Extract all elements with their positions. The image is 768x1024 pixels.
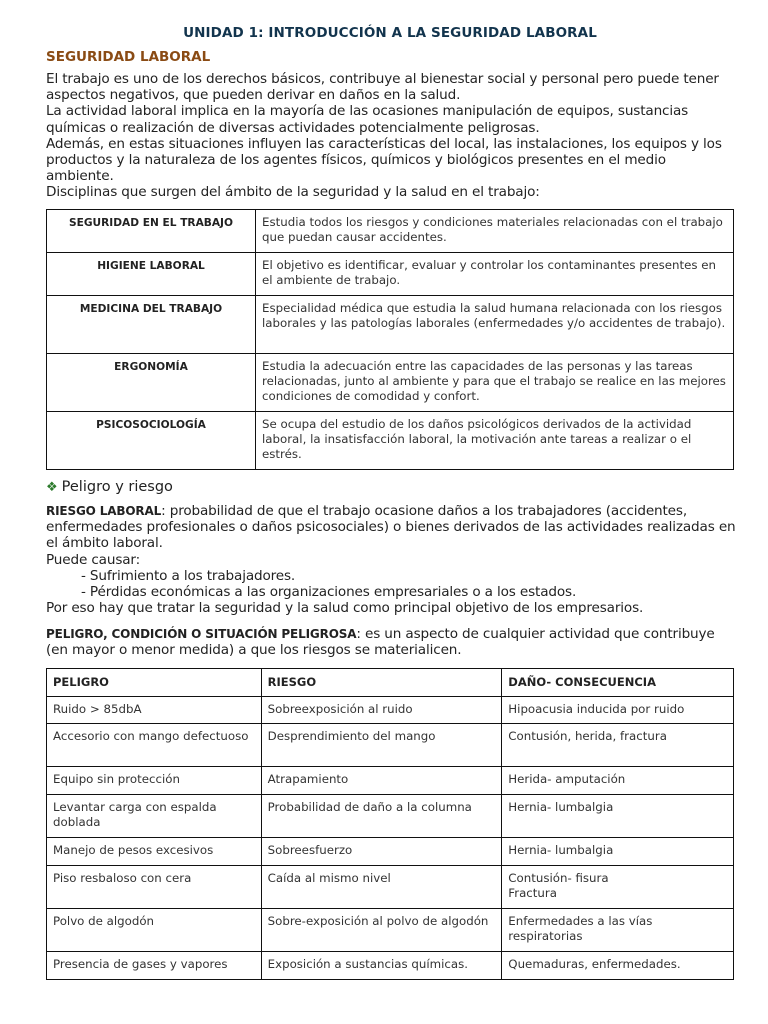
table-row: [47, 210, 734, 253]
riesgo-label: RIESGO LABORAL: [46, 504, 162, 518]
table-cell: Exposición a sustancias químicas.: [261, 952, 502, 980]
table-cell: Contusión- fisura Fractura: [502, 866, 734, 909]
table-cell: Presencia de gases y vapores: [47, 952, 262, 980]
table-cell: Caída al mismo nivel: [261, 866, 502, 909]
table-cell: Hernia- lumbalgia: [502, 795, 734, 838]
table-cell: Piso resbaloso con cera: [47, 866, 262, 909]
section-heading-text: Peligro y riesgo: [61, 479, 173, 495]
table-cell: Hernia- lumbalgia: [502, 838, 734, 866]
table-cell: Quemaduras, enfermedades.: [502, 952, 734, 980]
table-cell: Sobre-exposición al polvo de algodón: [261, 909, 502, 952]
intro-paragraph: Disciplinas que surgen del ámbito de la seguridad y la salud en el trabajo:: [46, 184, 540, 201]
table-cell: Sobreexposición al ruido: [261, 697, 502, 724]
peligro-label: PELIGRO, CONDICIÓN O SITUACIÓN PELIGROSA: [46, 627, 357, 641]
table-cell: Herida- amputación: [502, 767, 734, 795]
discipline-name: HIGIENE LABORAL: [47, 253, 256, 296]
peligro-text: : es un aspecto de cualquier actividad que contribuye (en mayor o menor medida) a que los riesgos se materialicen.: [46, 626, 715, 659]
page-title: UNIDAD 1: INTRODUCCIÓN A LA SEGURIDAD LABORAL: [183, 25, 597, 41]
discipline-description: El objetivo es identificar, evaluar y controlar los contaminantes presentes en el ambiente de trabajo.: [256, 253, 734, 296]
riesgo-definition: [46, 503, 736, 616]
discipline-name: ERGONOMÍA: [47, 354, 256, 412]
intro-paragraph: La actividad laboral implica en la mayoría de las ocasiones manipulación de equipos, sustancias químicas o realización de diversas actividades potencialmente peligrosas.: [46, 103, 689, 136]
intro-text: [46, 71, 736, 201]
discipline-name: PSICOSOCIOLOGÍA: [47, 412, 256, 470]
diamond-bullet-icon: ❖: [46, 480, 58, 495]
table-row: [47, 838, 734, 866]
discipline-name: SEGURIDAD EN EL TRABAJO: [47, 210, 256, 253]
table-cell: Sobreesfuerzo: [261, 838, 502, 866]
disciplines-table: [46, 209, 734, 470]
riesgo-paragraph: [46, 503, 736, 552]
table-cell: Hipoacusia inducida por ruido: [502, 697, 734, 724]
table-cell: Ruido > 85dbA: [47, 697, 262, 724]
column-header: RIESGO: [261, 669, 502, 697]
table-cell: Equipo sin protección: [47, 767, 262, 795]
table-row: [47, 354, 734, 412]
discipline-description: Estudia la adecuación entre las capacidades de las personas y las tareas relacionadas, junto al ambiente y para que el trabajo se realice en las mejores condiciones de comodidad y confort.: [256, 354, 734, 412]
table-cell: Manejo de pesos excesivos: [47, 838, 262, 866]
column-header: DAÑO- CONSECUENCIA: [502, 669, 734, 697]
discipline-description: Estudia todos los riesgos y condiciones materiales relacionadas con el trabajo que puedan causar accidentes.: [256, 210, 734, 253]
table-row: [47, 767, 734, 795]
table-cell: Levantar carga con espalda doblada: [47, 795, 262, 838]
table-row: [47, 909, 734, 952]
intro-paragraph: Además, en estas situaciones influyen las características del local, las instalaciones, los equipos y los productos y la naturaleza de los agentes físicos, químicos y biológicos presentes en el medio ambiente.: [46, 135, 722, 185]
peligro-definition: [46, 626, 736, 658]
table-row: [47, 795, 734, 838]
list-item: - Sufrimiento a los trabajadores.: [81, 567, 296, 584]
section-heading: [46, 479, 173, 495]
riesgo-conclusion: Por eso hay que tratar la seguridad y la salud como principal objetivo de los empresarios.: [46, 600, 644, 617]
table-cell: Accesorio con mango defectuoso: [47, 724, 262, 767]
table-row: [47, 296, 734, 354]
table-cell: Enfermedades a las vías respiratorias: [502, 909, 734, 952]
discipline-name: MEDICINA DEL TRABAJO: [47, 296, 256, 354]
riesgo-text: : probabilidad de que el trabajo ocasione daños a los trabajadores (accidentes, enfermedades profesionales o daños psicosociales) o bienes derivados de las actividades realizadas en el ámbito laboral.: [46, 503, 736, 552]
discipline-description: Se ocupa del estudio de los daños psicológicos derivados de la actividad laboral, la insatisfacción laboral, la motivación ante tareas a realizar o el estrés.: [256, 412, 734, 470]
table-cell: Contusión, herida, fractura: [502, 724, 734, 767]
table-row: [47, 952, 734, 980]
hazard-risk-table: [46, 668, 734, 980]
table-header-row: [47, 669, 734, 697]
discipline-description: Especialidad médica que estudia la salud humana relacionada con los riesgos laborales y las patologías laborales (enfermedades y/o accidentes de trabajo).: [256, 296, 734, 354]
table-row: [47, 697, 734, 724]
table-cell: Desprendimiento del mango: [261, 724, 502, 767]
list-item: - Pérdidas económicas a las organizaciones empresariales o a los estados.: [81, 584, 577, 601]
section-subtitle: SEGURIDAD LABORAL: [46, 49, 211, 65]
table-row: [47, 866, 734, 909]
table-cell: Probabilidad de daño a la columna: [261, 795, 502, 838]
table-row: [47, 253, 734, 296]
table-row: [47, 724, 734, 767]
table-cell: Polvo de algodón: [47, 909, 262, 952]
column-header: PELIGRO: [47, 669, 262, 697]
table-cell: Atrapamiento: [261, 767, 502, 795]
puede-causar: Puede causar:: [46, 551, 141, 568]
table-row: [47, 412, 734, 470]
intro-paragraph: El trabajo es uno de los derechos básicos, contribuye al bienestar social y personal pero puede tener aspectos negativos, que pueden derivar en daños en la salud.: [46, 71, 719, 104]
